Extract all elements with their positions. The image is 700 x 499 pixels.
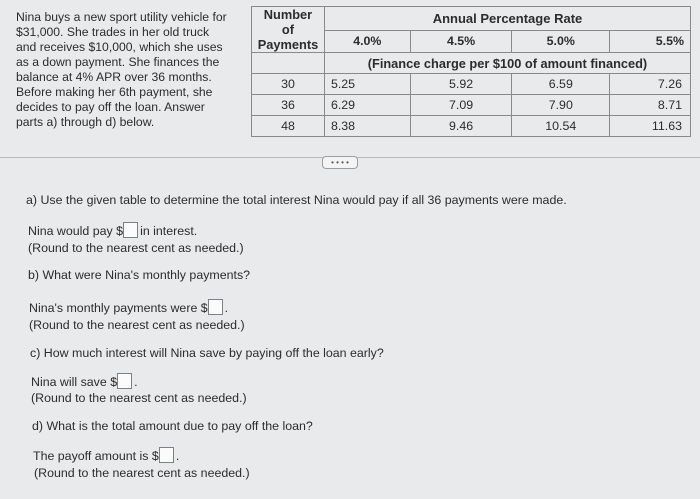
finance-charge-header: (Finance charge per $100 of amount financed)	[324, 53, 690, 74]
problem-line: balance at 4% APR over 36 months.	[16, 70, 212, 84]
blank-cell	[252, 53, 325, 74]
finance-charge-table	[251, 6, 691, 137]
problem-line: $31,000. She trades in her old truck	[16, 25, 210, 39]
answer-c-line: Nina will save $ .	[31, 375, 138, 389]
question-b: b) What were Nina's monthly payments?	[28, 268, 251, 282]
more-options-button[interactable]: • • • •	[322, 156, 358, 169]
answer-b-line: Nina's monthly payments were $ .	[29, 301, 229, 315]
problem-line: parts a) through d) below.	[16, 115, 155, 129]
answer-a-line: Nina would pay $ in interest.	[28, 224, 198, 238]
rate-header: 5.0%	[512, 30, 610, 52]
problem-line: Before making her 6th payment, she	[16, 85, 213, 99]
answer-d-line: The payoff amount is $ .	[33, 449, 180, 463]
rate-header: 5.5%	[610, 30, 691, 52]
rate-header: 4.5%	[410, 30, 512, 52]
answer-b-input[interactable]	[208, 299, 223, 315]
answer-d-input[interactable]	[159, 447, 174, 463]
problem-line: Nina buys a new sport utility vehicle for	[16, 10, 227, 24]
rounding-note: (Round to the nearest cent as needed.)	[28, 241, 244, 255]
number-of-payments-header: Number of Payments	[252, 7, 325, 53]
answer-c-input[interactable]	[117, 373, 132, 389]
rate-header: 4.0%	[324, 30, 410, 52]
table-row: 36 6.29 7.09 7.90 8.71	[252, 95, 691, 116]
answer-a-input[interactable]	[123, 222, 138, 238]
question-c: c) How much interest will Nina save by paying off the loan early?	[30, 346, 384, 360]
problem-statement	[16, 10, 248, 130]
question-d: d) What is the total amount due to pay off the loan?	[32, 419, 313, 433]
question-a: a) Use the given table to determine the total interest Nina would pay if all 36 payments were made.	[26, 193, 567, 207]
rounding-note: (Round to the nearest cent as needed.)	[31, 391, 247, 405]
apr-header: Annual Percentage Rate	[324, 7, 690, 31]
rounding-note: (Round to the nearest cent as needed.)	[34, 466, 250, 480]
table-row: 30 5.25 5.92 6.59 7.26	[252, 74, 691, 95]
problem-line: decides to pay off the loan. Answer	[16, 100, 205, 114]
problem-line: and receives $10,000, which she uses	[16, 40, 223, 54]
rounding-note: (Round to the nearest cent as needed.)	[29, 318, 245, 332]
table-row: 48 8.38 9.46 10.54 11.63	[252, 116, 691, 137]
problem-line: as a down payment. She finances the	[16, 55, 220, 69]
